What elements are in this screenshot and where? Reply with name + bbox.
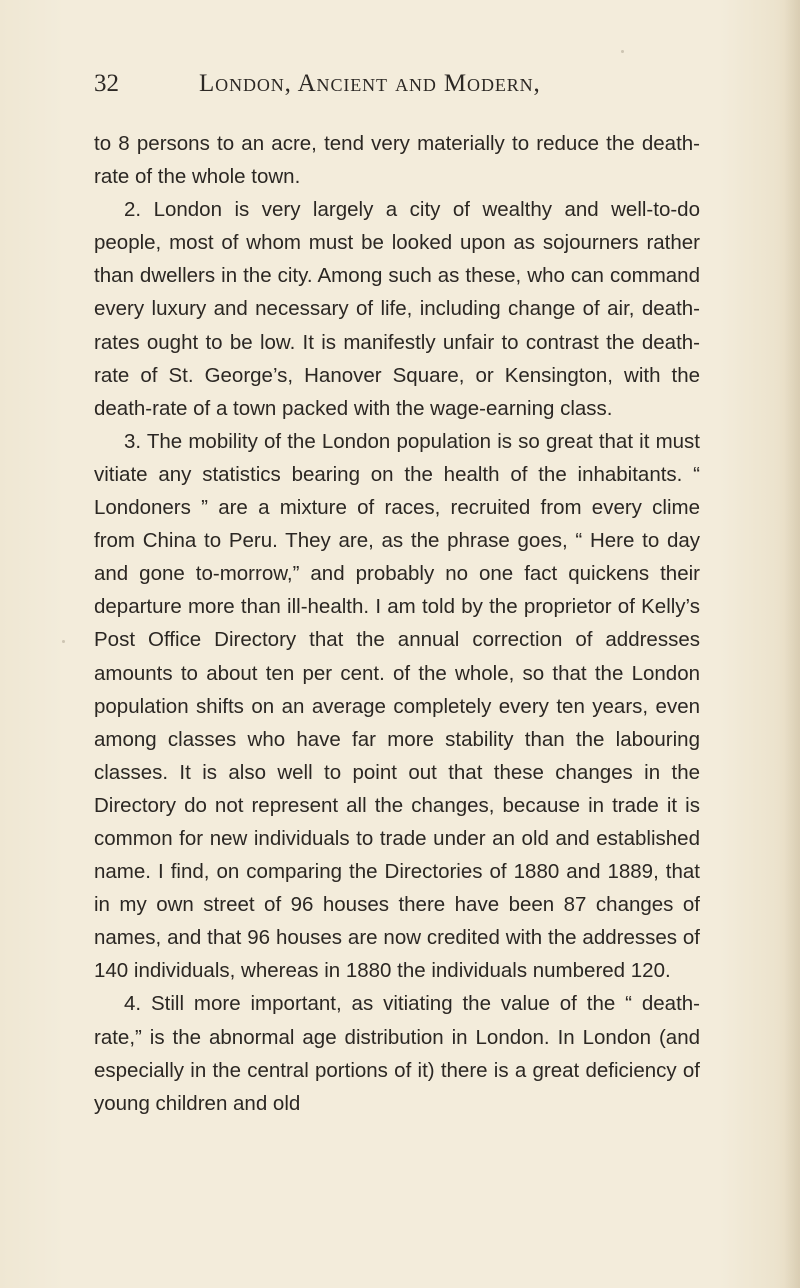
running-title: London, Ancient and Modern,: [199, 70, 541, 97]
paragraph-point-4: 4. Still more important, as vitiating the value of the “ death-rate,” is the abnormal age distribution in London. In London (and especially in the central portions of it) there is a great deficiency of young children and old: [94, 992, 700, 1115]
paragraph-point-2: 2. London is very largely a city of wealthy and well-to-do people, most of whom must be looked upon as sojourners rather than dwellers in the city. Among such as these, who can command every luxury and necessary of life, including change of air, death-rates ought to be low. It is manifestly unfair to contrast the death-rate of St. George’s, Hanover Square, or Kensington, with the death-rate of a town packed with the wage-earning class.: [94, 198, 700, 420]
paragraph-continuation: to 8 persons to an acre, tend very materially to reduce the death-rate of the whole town.: [94, 132, 700, 189]
paper-speck: [62, 640, 65, 643]
body-text: [94, 127, 700, 1120]
page-edge-shadow: [784, 0, 800, 1288]
paragraph-point-3: 3. The mobility of the London population is so great that it must vitiate any statistics bearing on the health of the inhabitants. “ Londoners ” are a mixture of races, recruited from every clime from China to Peru. They are, as the phrase goes, “ Here to day and gone to-morrow,” and probably no one fact quickens their departure more than ill-health. I am told by the proprietor of Kelly’s Post Office Directory that the annual correction of addresses amounts to about ten per cent. of the whole, so that the London population shifts on an average completely every ten years, even among classes who have far more stability than the labouring classes. It is also well to point out that these changes in the Directory do not represent all the changes, because in trade it is common for new individuals to trade under an old and established name. I find, on comparing the Directories of 1880 and 1889, that in my own street of 96 houses there have been 87 changes of names, and that 96 houses are now credited with the addresses of 140 individuals, whereas in 1880 the individuals numbered 120.: [94, 429, 700, 983]
page-number: 32: [94, 70, 119, 97]
page-header: [94, 70, 714, 110]
paper-speck: [621, 50, 624, 53]
